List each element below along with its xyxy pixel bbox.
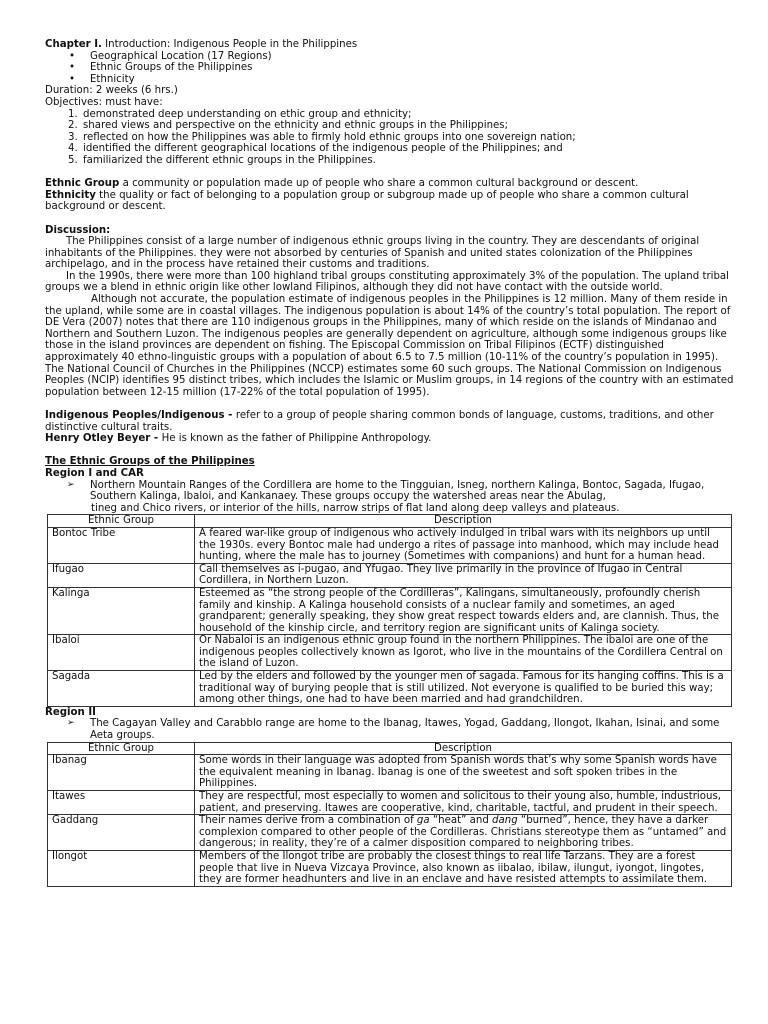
description-cell: Members of the Ilongot tribe are probably the closest things to real life Tarzans. They are a forest people that live in Nueva Vizcaya Province, also known as iibalao, ibilaw, ilungut, iyongot, lingotes, they are former headhunters and live in an enclave and have resisted attempts to assimilate them. <box>195 850 732 886</box>
region1-intro-text: Northern Mountain Ranges of the Cordillera are home to the Tingguian, Isneg, northern Kalinga, Bontoc, Sagada, Ifugao, Southern Kalinga, Ibaloi, and Kankanaey. These groups occupy the watershed areas near the Abulag, <box>90 479 705 503</box>
ethnic-groups-heading: The Ethnic Groups of the Philippines <box>45 456 255 468</box>
region1-intro-continued: tineg and Chico rivers, or interior of the hills, narrow strips of flat land along deep valleys and plateaus. <box>91 502 620 514</box>
region2-intro-text: The Cagayan Valley and Carabblo range are home to the Ibanag, Itawes, Yogad, Gaddang, Ilongot, Ikahan, Isinai, and some Aeta groups. <box>90 718 720 742</box>
description-cell <box>195 815 732 851</box>
table-row <box>48 850 732 886</box>
group-cell: Bontoc Tribe <box>48 527 195 563</box>
discussion-paragraph: The Philippines consist of a large number of indigenous ethnic groups living in the country. They are descendants of original inhabitants of the Philippines. they were not absorbed by centuries of Spanish and united states colonization of the Philippines archipelago, and in the process have retained their customs and traditions. <box>45 236 700 271</box>
table-header-row <box>48 515 732 528</box>
discussion-label: Discussion: <box>45 224 111 236</box>
table-row <box>48 635 732 671</box>
item-number: 3. <box>68 131 78 143</box>
definition-term: Ethnic Group <box>45 178 120 190</box>
description-text: “heat” and <box>429 815 493 827</box>
description-cell: A feared war-like group of indigenous who actively indulged in tribal wars with its neighbors up until the 1930s. every Bontoc male had undergo a rites of passage into manhood, which may include head hunting, where the male has to journey (Sometimes with companions) and hunt for a human head. <box>195 527 732 563</box>
list-item <box>45 132 735 144</box>
item-text: demonstrated deep understanding on ethic group and ethnicity; <box>83 108 412 120</box>
list-item <box>45 120 735 132</box>
document-page <box>45 39 735 887</box>
term-beyer <box>45 433 735 445</box>
description-text: “burned”, hence, they have a darker complexion compared to other people of the Cordilleras. Christians stereotype them as “untamed” and dangerous; in reality, they’re of a calmer disposition compared to neighboring tribes. <box>199 815 727 850</box>
list-item <box>45 155 735 167</box>
description-cell: Some words in their language was adopted from Spanish words that’s why some Spanish words have the equivalent meaning in Ibanag. Ibanag is one of the sweetest and soft spoken tribes in the Philippines. <box>195 755 732 791</box>
group-cell: Ibanag <box>48 755 195 791</box>
term-text: He is known as the father of Philippine Anthropology. <box>161 433 432 445</box>
group-cell: Kalinga <box>48 587 195 634</box>
description-italic-word: dang <box>492 815 518 827</box>
description-cell: They are respectful, most especially to women and solicitous to their young also, humble, industrious, patient, and preserving. Itawes are cooperative, kind, charitable, tactful, and prudent in their speech. <box>195 791 732 815</box>
region1-table <box>47 514 732 707</box>
region1-intro <box>45 480 735 503</box>
definition-ethnicity <box>45 190 735 213</box>
table-row <box>48 791 732 815</box>
list-item: • Ethnic Groups of the Philippines <box>45 62 735 74</box>
description-cell: Or Nabaloi is an indigenous ethnic group found in the northern Philippines. The ibaloi are one of the indigenous peoples collectively known as Igorot, who live in the mountains of the Cordillera Central on the island of Luzon. <box>195 635 732 671</box>
chapter-title: Introduction: Indigenous People in the Philippines <box>101 39 358 50</box>
item-text: identified the different geographical locations of the indigenous people of the Philippines; and <box>83 143 563 155</box>
region1-title: Region I and CAR <box>45 467 144 479</box>
definition-text: a community or population made up of people who share a common cultural background or descent. <box>119 178 639 190</box>
column-header: Ethnic Group <box>48 742 195 755</box>
table-row <box>48 587 732 634</box>
chapter-label: Chapter I. <box>45 39 102 50</box>
definition-text: the quality or fact of belonging to a population group or subgroup made up of people who share a common cultural background or descent. <box>45 189 689 213</box>
term-text: refer to a group of people sharing common bonds of language, customs, traditions, and other distinctive cultural traits. <box>45 410 714 433</box>
region2-table <box>47 742 732 887</box>
table-row <box>48 527 732 563</box>
item-text: shared views and perspective on the ethnicity and ethnic groups in the Philippines; <box>83 120 509 132</box>
group-cell: Ilongot <box>48 850 195 886</box>
group-cell: Ifugao <box>48 563 195 587</box>
item-number: 4. <box>68 143 78 155</box>
item-number: 2. <box>68 120 78 132</box>
definition-ethnic-group <box>45 178 735 190</box>
group-cell: Sagada <box>48 671 195 707</box>
objectives-label: Objectives: must have: <box>45 96 163 108</box>
table-header-row <box>48 742 732 755</box>
column-header: Ethnic Group <box>48 515 195 528</box>
region2-title: Region II <box>45 706 96 718</box>
column-header: Description <box>195 742 732 755</box>
term-label: Indigenous Peoples/Indigenous - <box>45 410 236 421</box>
arrow-icon: ➢ <box>67 718 75 729</box>
list-item: • Geographical Location (17 Regions) <box>45 51 735 63</box>
arrow-icon: ➢ <box>67 479 75 490</box>
discussion-paragraph: Although not accurate, the population estimate of indigenous peoples in the Philippines is 12 million. Many of them reside in the upland, while some are in coastal villages. The indigenous population is about 14% of the country’s total population. The report of DE Vera (2007) notes that there are 110 indigenous groups in the Philippines, many of which reside on the islands of Mindanao and Northern and Southern Luzon. The indigenous peoples are generally dependent on agriculture, although some indigenous groups like those in the island provinces are dependent on fishing. The Episcopal Commission on Tribal Filipinos (ECTF) distinguished approximately 40 ethno-linguistic groups with a population of about 6.5 to 7.5 million (10-11% of the country’s population in 1995). The National Council of Churches in the Philippines (NCCP) estimates some 60 such groups. The National Commission on Indigenous Peoples (NCIP) identifies 95 distinct tribes, which includes the Islamic or Muslim groups, in 14 regions of the country with an estimated population between 12-15 million (17-22% of the total population of 1995). <box>45 294 734 398</box>
item-text: reflected on how the Philippines was able to firmly hold ethnic groups into one sovereign nation; <box>83 131 576 143</box>
table-row <box>48 563 732 587</box>
description-cell: Call themselves as i-pugao, and Yfugao. They live primarily in the province of Ifugao in Central Cordillera, in Northern Luzon. <box>195 563 732 587</box>
table-row <box>48 815 732 851</box>
topic-list <box>45 51 735 86</box>
objectives-list <box>45 109 735 167</box>
discussion-paragraph: In the 1990s, there were more than 100 highland tribal groups constituting approximately 3% of the population. The upland tribal groups we a blend in ethnic origin like other lowland Filipinos, although they did not have contact with the outside world. <box>45 270 730 294</box>
group-cell: Gaddang <box>48 815 195 851</box>
list-item <box>45 109 735 121</box>
description-cell: Led by the elders and followed by the younger men of sagada. Famous for its hanging coffins. This is a traditional way of burying people that is still utilized. Not everyone is qualified to be buried this way; among other things, one had to have been married and had grandchildren. <box>195 671 732 707</box>
group-cell: Itawes <box>48 791 195 815</box>
region2-intro <box>45 718 735 741</box>
duration: Duration: 2 weeks (6 hrs.) <box>45 85 178 97</box>
column-header: Description <box>195 515 732 528</box>
description-text: Their names derive from a combination of <box>199 815 417 827</box>
term-indigenous-peoples <box>45 410 735 433</box>
description-cell: Esteemed as “the strong people of the Cordilleras”, Kalingans, simultaneously, profoundly cherish family and kinship. A Kalinga household consists of a nuclear family and sometimes, an aged grandparent; generally speaking, they show great respect towards elders and, are clannish. Thus, the household of the kinship circle, and territory region are significant units of Kalinga society. <box>195 587 732 634</box>
item-text: familiarized the different ethnic groups in the Philippines. <box>83 154 376 166</box>
table-row <box>48 671 732 707</box>
chapter-heading <box>45 39 735 51</box>
description-italic-word: ga <box>416 815 430 827</box>
definition-term: Ethnicity <box>45 189 96 201</box>
group-cell: Ibaloi <box>48 635 195 671</box>
table-row <box>48 755 732 791</box>
term-label: Henry Otley Beyer - <box>45 433 162 445</box>
list-item: • Ethnicity <box>45 74 735 86</box>
list-item <box>45 143 735 155</box>
item-number: 5. <box>68 154 78 166</box>
item-number: 1. <box>68 108 78 120</box>
